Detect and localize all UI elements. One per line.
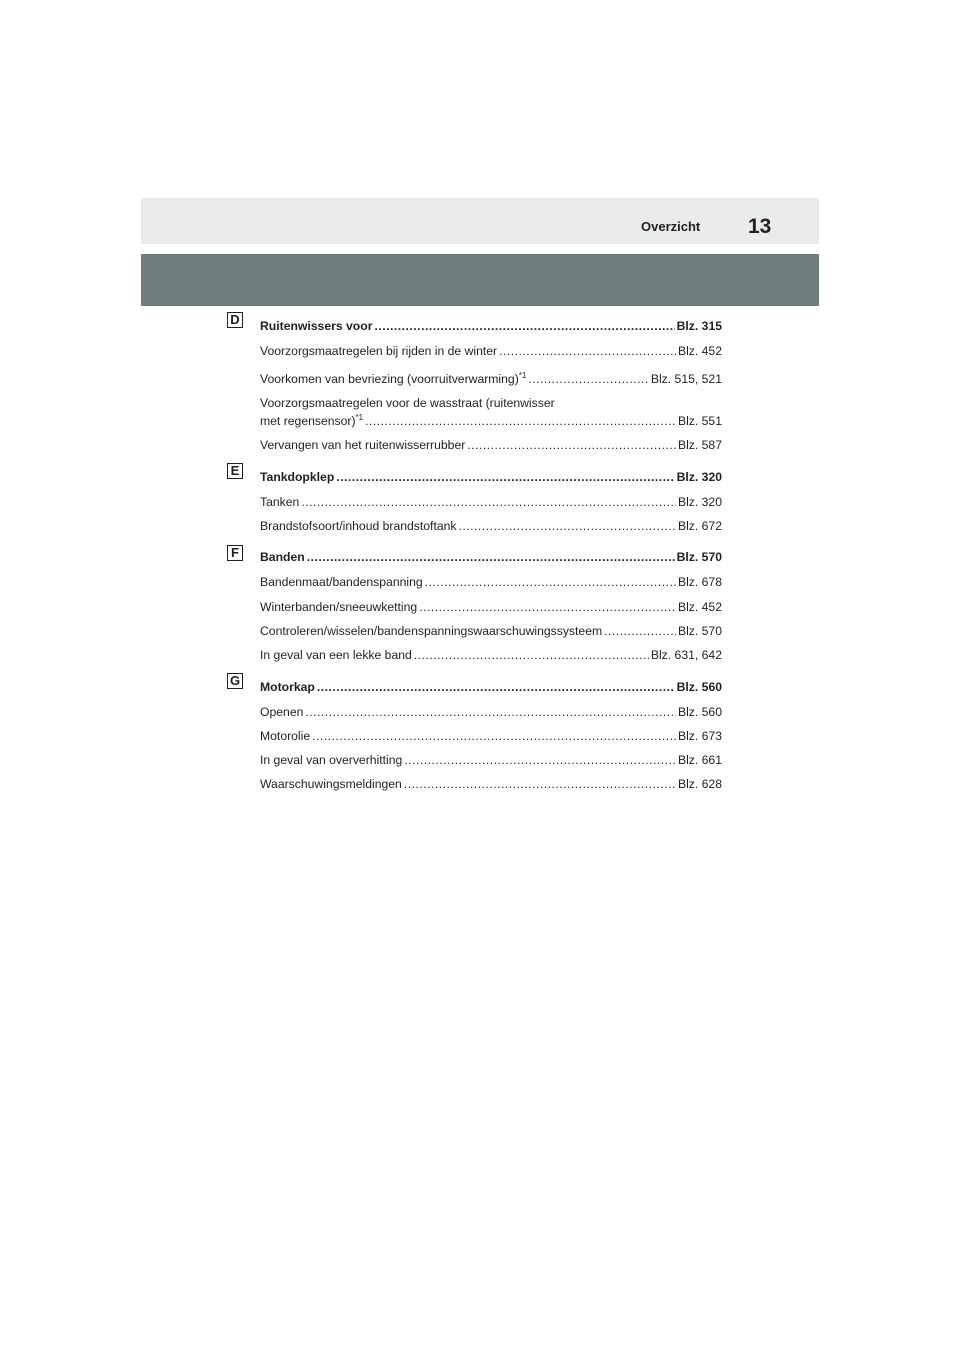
leader-dots [467, 438, 676, 452]
entry-label: In geval van een lekke band [260, 648, 412, 662]
sub-entry[interactable] [260, 438, 722, 452]
main-entry[interactable] [260, 319, 722, 333]
entry-label: Tanken [260, 495, 300, 509]
entry-page: Blz. 628 [677, 777, 722, 791]
leader-dots [458, 519, 675, 533]
sub-entry[interactable] [260, 519, 722, 533]
leader-dots [499, 344, 676, 358]
entry-page: Blz. 661 [677, 753, 722, 767]
entry-page: Blz. 587 [677, 438, 722, 452]
leader-dots [604, 624, 676, 638]
leader-dots [336, 470, 674, 484]
entry-page: Blz. 631, 642 [650, 648, 722, 662]
entry-label: Voorzorgsmaatregelen bij rijden in de winter [260, 344, 498, 358]
sub-entry[interactable] [260, 777, 722, 791]
header-band [141, 198, 819, 244]
entry-page: Blz. 320 [676, 470, 722, 484]
leader-dots [307, 550, 675, 564]
leader-dots [404, 777, 676, 791]
sub-entry[interactable] [260, 575, 722, 589]
title-bar [141, 254, 819, 306]
entry-page: Blz. 673 [677, 729, 722, 743]
entry-label: Waarschuwingsmeldingen [260, 777, 402, 791]
entry-page: Blz. 560 [677, 705, 722, 719]
entry-label: In geval van oververhitting [260, 753, 403, 767]
sub-entry[interactable] [260, 624, 722, 638]
leader-dots [317, 680, 675, 694]
entry-label: Bandenmaat/bandenspanning [260, 575, 423, 589]
entry-page: Blz. 678 [677, 575, 722, 589]
sub-entry[interactable] [260, 600, 722, 614]
entry-label: Ruitenwissers voor [260, 319, 373, 333]
entry-label: Motorkap [260, 680, 315, 694]
sub-entry[interactable] [260, 495, 722, 509]
entry-label: Openen [260, 705, 304, 719]
main-entry[interactable] [260, 550, 722, 564]
entry-page: Blz. 570 [676, 550, 722, 564]
entry-page: Blz. 570 [677, 624, 722, 638]
entry-label: Winterbanden/sneeuwketting [260, 600, 418, 614]
leader-dots [425, 575, 676, 589]
entry-label: Brandstofsoort/inhoud brandstoftank [260, 519, 457, 533]
entry-label: Motorolie [260, 729, 311, 743]
leader-dots [374, 319, 674, 333]
entry-label: Vervangen van het ruitenwisserrubber [260, 438, 466, 452]
entry-page: Blz. 672 [677, 519, 722, 533]
letter-marker: D [227, 312, 243, 328]
sub-entry[interactable] [260, 344, 722, 358]
main-entry[interactable] [260, 680, 722, 694]
leader-dots [414, 648, 649, 662]
entry-page: Blz. 452 [677, 344, 722, 358]
sub-entry[interactable] [260, 648, 722, 662]
letter-marker: G [227, 673, 243, 689]
sub-entry[interactable] [260, 372, 722, 386]
leader-dots [312, 729, 676, 743]
entry-label: Banden [260, 550, 305, 564]
leader-dots [301, 495, 676, 509]
entry-line2 [260, 414, 722, 428]
entry-label: Tankdopklep [260, 470, 335, 484]
entry-label: met regensensor)$^{*1}$ [260, 413, 364, 428]
sub-entry-multiline[interactable] [260, 396, 722, 428]
sub-entry[interactable] [260, 729, 722, 743]
letter-marker: F [227, 545, 243, 561]
page-number: 13 [748, 215, 772, 238]
entry-page: Blz. 452 [677, 600, 722, 614]
entry-page: Blz. 551 [677, 414, 722, 428]
footnote-marker: *1 [518, 371, 527, 380]
leader-dots [419, 600, 676, 614]
letter-marker: E [227, 463, 243, 479]
leader-dots [365, 414, 676, 428]
leader-dots [404, 753, 676, 767]
entry-page: Blz. 560 [676, 680, 722, 694]
footnote-marker: *1 [355, 413, 364, 422]
entry-label: Controleren/wisselen/bandenspanningswaarschuwingssysteem [260, 624, 603, 638]
section-title: Overzicht [641, 219, 701, 234]
entry-page: Blz. 515, 521 [650, 372, 722, 386]
sub-entry[interactable] [260, 753, 722, 767]
entry-label: Voorkomen van bevriezing (voorruitverwarming)$^{*1}$ [260, 371, 527, 386]
entry-page: Blz. 320 [677, 495, 722, 509]
leader-dots [528, 372, 649, 386]
entry-label-line1: Voorzorgsmaatregelen voor de wasstraat (ruitenwisser [260, 396, 555, 410]
main-entry[interactable] [260, 470, 722, 484]
sub-entry[interactable] [260, 705, 722, 719]
entry-page: Blz. 315 [676, 319, 722, 333]
leader-dots [305, 705, 676, 719]
